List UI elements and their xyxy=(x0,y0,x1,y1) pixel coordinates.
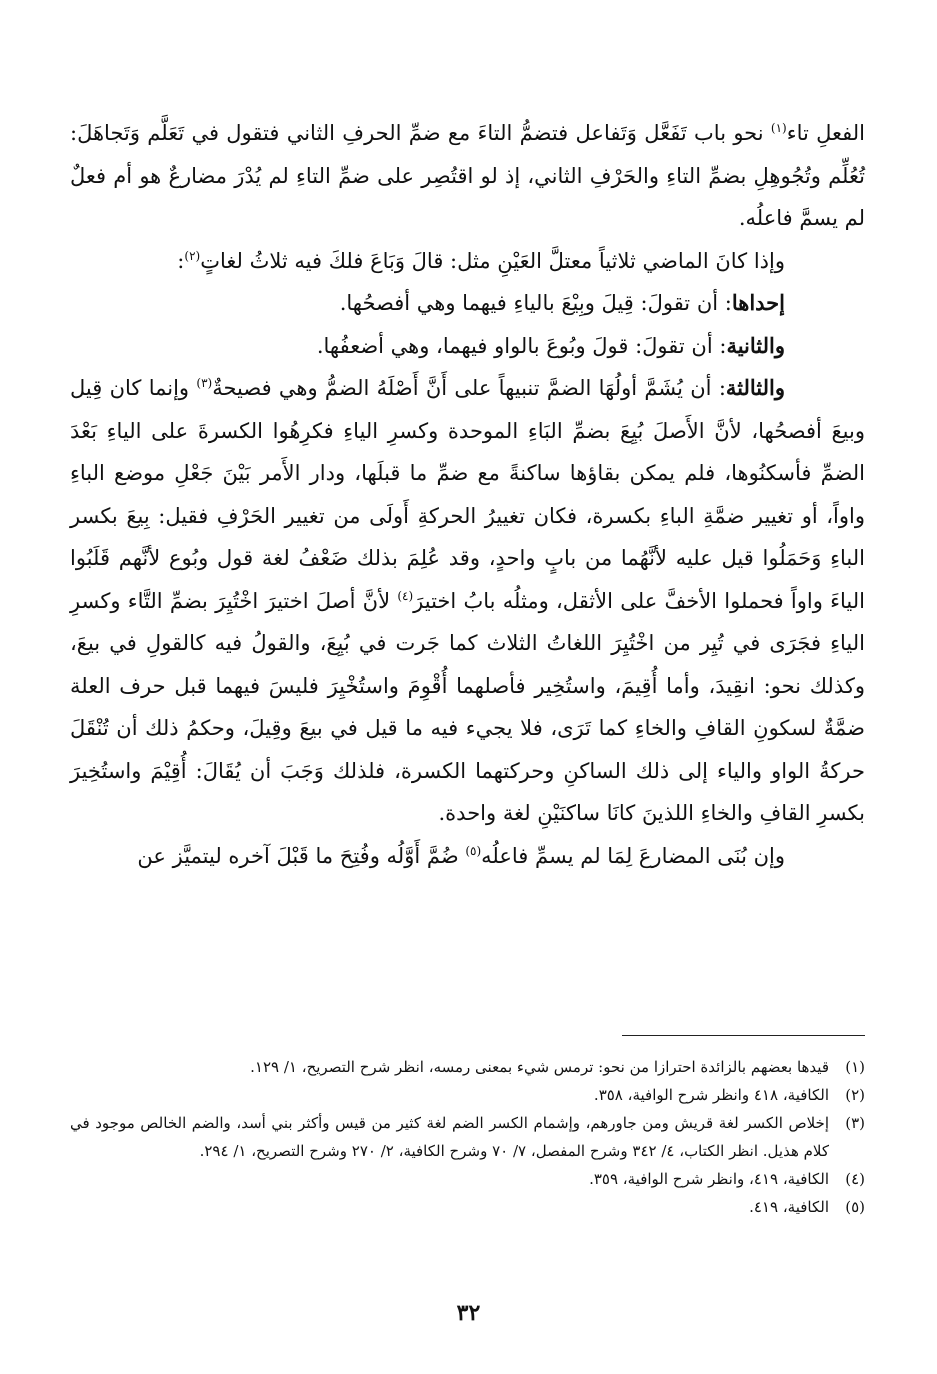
footnotes xyxy=(70,1053,865,1221)
footnote-number: (٣) xyxy=(845,1114,865,1132)
footnote-3 xyxy=(70,1109,865,1165)
paragraph-1-start: الفعلِ تاء xyxy=(786,121,865,145)
footnote-text: الكافية، ٤١٩، وانظر شرح الوافية، ٣٥٩. xyxy=(589,1170,829,1188)
third-variant-label: والثالثة xyxy=(725,375,786,400)
third-variant-start: : أن يُشَمَّ أولُهَا الضمَّ تنبيهاً على أَنَّ أَصْلَهُ الضمُّ وهي فصيحةٌ xyxy=(212,376,726,400)
paragraph-last-start: وإن بُنَى المضارعَ لِمَا لم يسمِّ فاعلُه xyxy=(481,843,785,868)
paragraph-1 xyxy=(70,112,865,240)
footnote-text: قيدها بعضهم بالزائدة احترازا من نحو: ترمس شيء بمعنى رمسه، انظر شرح التصريح، ١/ ١٢٩. xyxy=(250,1058,829,1076)
paragraph-second-variant xyxy=(70,325,865,368)
footnote-number: (٢) xyxy=(845,1086,865,1104)
page-number: ٣٢ xyxy=(456,1300,481,1326)
third-variant-middle: وإنما كان قِيل وبيعَ أفصحُها، لأنَّ الأَصلَ بُيِعَ بضمِّ البَاءِ الموحدة وكسرِ الياءِ فكرِهُوا الكسرةَ على الياءِ بَعْدَ الضمِّ فأسكنُوها، فلم يمكن بقاؤها ساكنةً مع ضمِّ ما قبلَها، ودار الأَمر بَيْنَ جَعْلِ موضع الباءِ واواً، أو تغيير ضمَّةِ الباءِ بكسرة، فكان تغييرُ الحركةِ أَولَى من تغيير الحَرْفِ فقيل: بِيعَ بكسر الباءِ وَحَمَلُوا قيل عليه لأنَّهُما من بابٍ واحدٍ، وقد عُلِمَ بذلك ضَعْفُ لغة قول وبُوع لأنَّهم قَلَبُوا الياءَ واواً فحملوا الأخفَّ على الأثقل، ومثلُه بابُ اختيرَ xyxy=(70,376,865,613)
paragraph-2-rest: : xyxy=(177,248,185,273)
first-variant-label: إحداها xyxy=(731,290,785,315)
footnote-ref-1: (١) xyxy=(770,121,787,135)
paragraph-2-start: وإذا كانَ الماضي ثلاثياً معتلَّ العَيْنِ مثل: قالَ وَبَاعَ فلكَ فيه ثلاثُ لغاتٍ xyxy=(200,248,785,273)
second-variant-label: والثانية xyxy=(726,332,785,358)
footnote-ref-2: (٢) xyxy=(184,248,201,263)
footnote-number: (٤) xyxy=(845,1170,865,1188)
paragraph-last-rest: ضُمَّ أَوَّلُه وفُتِحَ ما قَبْلَ آخره ليتميَّز عن xyxy=(137,843,466,868)
second-variant-text: : أن تقولَ: قولَ وبُوعَ بالواو فيهما، وهي أضعفُها. xyxy=(316,333,727,358)
footnote-ref-4: (٤) xyxy=(397,588,414,603)
footnote-ref-5: (٥) xyxy=(465,843,482,858)
third-variant-rest: لأنَّ أصلَ اختيرَ اخْتُيِرَ بضمِّ التَّاء وكسرِ الياءِ فجَرَى في تُيِر من اخْتُيِرَ اللغاتُ الثلاث كما جَرت في بُيِعَ، والقولُ فيه كالقولِ في بيعَ، وكذلك نحو: انقِيدَ، وأما أُقِيمَ، واستُخِير فأصلهما أُقْوِمَ واستُخْيِرَ فليسَ فيهما قبل حرف العلة ضمَّةٌ لسكونِ القافِ والخاءِ كما تَرَى، فلا يجيء فيه ما قيل في بيعَ وقِيلَ، وحكمُ ذلك أن تُنْقَلَ حركةُ الواو والياء إلى ذلك الساكنِ وحركتهما الكسرة، فلذلك وَجَبَ أن يُقَالَ: أُقِيْمَ واستُخِيرَ بكسرِ القافِ والخاءِ اللذينَ كانَا ساكنَيْنِ لغة واحدة. xyxy=(70,588,865,825)
footnote-1 xyxy=(70,1053,865,1081)
footnote-5 xyxy=(70,1193,865,1221)
footnote-text: إخلاص الكسر لغة قريش ومن جاورهم، وإشمام الكسر الضم لغة كثير من قيس وأكثر بني أسد، والضم الخالص موجود في كلام هذيل. انظر الكتاب، ٤/ ٣٤٢ وشرح المفصل، ٧/ ٧٠ وشرح الكافية، ٢/ ٢٧٠ وشرح التصريح، ١/ ٢٩٤. xyxy=(70,1114,829,1160)
paragraph-1-rest: نحو باب تَفَعَّل وَتَفاعل فتضمُّ التاءَ مع ضمِّ الحرفِ الثاني فتقول في تَعَلَّم وَتَجاهَلَ: تُعُلِّم وتُجُوهِلِ بضمِّ التاءِ والحَرْفِ الثاني، إذ لو اقتُصِر على ضمِّ التاءِ لم يُدْرَ مضارعٌ هو أم فعلٌ لم يسمَّ فاعلُه. xyxy=(70,121,865,230)
footnote-divider xyxy=(622,1035,865,1036)
footnote-text: الكافية، ٤١٨ وانظر شرح الوافية، ٣٥٨. xyxy=(593,1086,829,1104)
paragraph-third-variant xyxy=(70,367,865,835)
footnote-2 xyxy=(70,1081,865,1109)
paragraph-last xyxy=(70,835,865,878)
footnote-4 xyxy=(70,1165,865,1193)
footnote-text: الكافية، ٤١٩. xyxy=(749,1198,829,1216)
main-text xyxy=(70,112,865,877)
footnote-number: (٥) xyxy=(845,1198,865,1216)
paragraph-first-variant xyxy=(70,282,865,325)
first-variant-text: : أن تقولَ: قِيلَ وبِيْعَ بالياءِ فيهما وهي أفصحُها. xyxy=(339,291,732,315)
footnote-ref-3: (٣) xyxy=(196,376,213,390)
footnote-number: (١) xyxy=(845,1058,865,1076)
paragraph-2 xyxy=(70,240,865,283)
